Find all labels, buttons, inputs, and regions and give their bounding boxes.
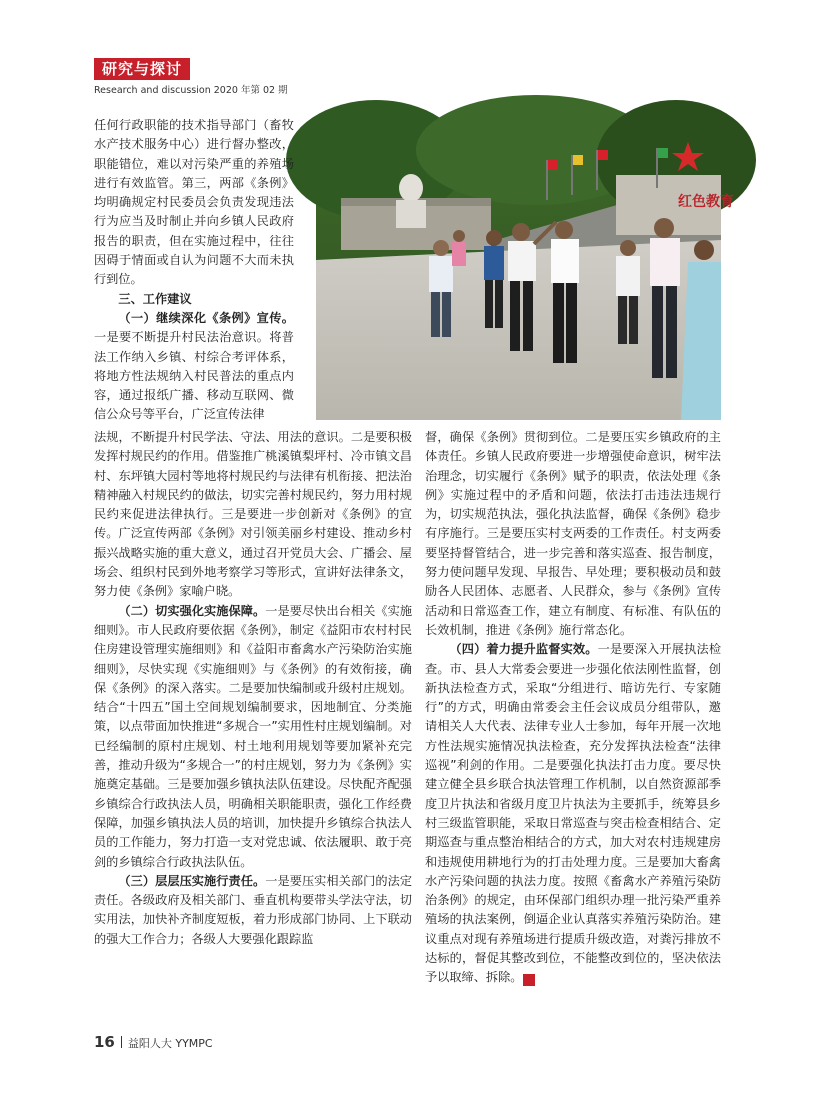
section-heading: 三、工作建议 [118,291,192,306]
left-top-column [94,116,294,425]
paragraph-guarantee [94,602,412,872]
subheading-publicity: （一）继续深化《条例》宣传。 [118,310,294,325]
paragraph-supervision-body: 一是要深入开展执法检查。市、县人大常委会要进一步强化依法刚性监督，创新执法检查方式，采取“分组进行、暗访先行、专家随行”的方式，明确由常委会主任会议成员分组带队，邀请相关人大代表、法律专业人士参加，每年开展一次地方性法规实施情况执法检查，充分发挥执法检查“法律巡视”利剑的作用。二是要强化执法打击力度。要尽快建立健全县乡联合执法管理工作机制，以自然资源部季度卫片执法和省级月度卫片执法为主要抓手，统筹县乡村三级监管职能，采取日常巡查与突击检查相结合、定期巡查与重点整治相结合的方式，加大对农村违规建房和违规使用耕地行为的打击处理力度。三是要加大畜禽水产污染问题的执法力度。按照《畜禽水产养殖污染防治条例》的规定，由环保部门组织办理一批污染严重养殖场的执法案例，倒逼企业认真落实养殖污染防治。建议重点对现有养殖场进行提质升级改造，对粪污排放不达标的，督促其整改到位，不能整改到位的，坚决依法予以取缔、拆除。 [425,642,722,985]
left-column [94,428,412,949]
paragraph-responsibility [94,872,412,949]
issue-subtitle: Research and discussion 2020 年第 02 期 [94,85,288,96]
magazine-name: 益阳人大 YYMPC [127,1037,213,1050]
section-tag: 研究与探讨 [94,58,190,80]
paragraph-publicity-cont: 法规，不断提升村民学法、守法、用法的意识。二是要积极发挥村规民约的作用。借鉴推广桃溪镇梨坪村、冷市镇文昌村、东坪镇大园村等地将村规民约与法律有机衔接、把法治精神融入村规民约的做法，切实完善村规民约，努力用村规民约来促进法律执行。三是要进一步创新对《条例》的宣传。广泛宣传两部《条例》对引领美丽乡村建设、推动乡村振兴战略实施的重大意义，通过召开党员大会、广播会、屋场会、组织村民到外地考察学习等形式，宣讲好法律条文，努力使《条例》家喻户晓。 [94,430,412,599]
paragraph-supervision [425,640,721,987]
subheading-responsibility: （三）层层压实施行责任。 [118,873,266,888]
red-education-sign: 红色教育 [678,194,734,210]
inspection-photo [316,120,734,420]
paragraph-responsibility-body: 一是要压实相关部门的法定责任。各级政府及相关部门、垂直机构要带头学法守法，切实用法，加快补齐制度短板，着力形成部门协同、上下联动的强大工作合力；各级人大要强化跟踪监 [94,873,413,946]
footer-divider [121,1036,122,1048]
page-number: 16 [94,1033,115,1051]
paragraph-responsibility-cont: 督，确保《条例》贯彻到位。二是要压实乡镇政府的主体责任。乡镇人民政府要进一步增强使命意识，树牢法治理念，切实履行《条例》赋予的职责，依法处理《条例》实施过程中的矛盾和问题，依法打击违法违规行为，切实规范执法，强化执法监督，确保《条例》稳步有序施行。三是要压实村支两委的工作责任。村支两委要坚持督管结合，进一步完善和落实巡查、报告制度，努力使问题早发现、早报告、早处理；要积极动员和鼓励各人民团体、志愿者、人民群众，参与《条例》宣传活动和日常巡查工作，建立有制度、有标准、有队伍的长效机制，推进《条例》施行常态化。 [425,430,721,637]
paragraph-intro: 任何行政职能的技术指导部门（畜牧水产技术服务中心）进行督办整改，职能错位，难以对污染严重的养殖场进行有效监管。第三，两部《条例》均明确规定村民委员会负责发现违法行为应当及时制止并向乡镇人民政府报告的职责，但在实施过程中，往往因碍于情面或自认为问题不大而未执行到位。 [94,118,294,287]
page-footer [94,1033,213,1051]
paragraph-publicity [94,309,294,425]
subheading-guarantee: （二）切实强化实施保障。 [118,603,266,618]
paragraph-guarantee-body: 一是要尽快出台相关《实施细则》。市人民政府要依据《条例》，制定《益阳市农村村民住房建设管理实施细则》和《益阳市畜禽水产污染防治实施细则》，尽快实现《实施细则》与《条例》的有效衔接，确保《条例》的深入落实。二是要加快编制或升级村庄规划。结合“十四五”国土空间规划编制要求，因地制宜、分类施策，以点带面加快推进“多规合一”实用性村庄规划编制。对已经编制的原村庄规划、村土地利用规划等要加紧补充完善，推动升级为“多规合一”的村庄规划，努力为《条例》实施奠定基础。三是要加强乡镇执法队伍建设。尽快配齐配强乡镇综合行政执法人员，明确相关职能职责，强化工作经费保障，加强乡镇执法人员的培训，加快提升乡镇综合执法人员的工作能力，努力打造一支对党忠诚、依法履职、敢于亮剑的乡镇综合行政执法队伍。 [94,603,413,869]
right-column [425,428,721,988]
subheading-supervision: （四）着力提升监督实效。 [449,642,598,657]
article-end-mark: 文 [523,974,535,986]
paragraph-publicity-body: 一是要不断提升村民法治意识。将普法工作纳入乡镇、村综合考评体系，将地方性法规纳入村民普法的重点内容，通过报纸广播、移动互联网、微信公众号等平台，广泛宣传法律 [94,330,294,422]
